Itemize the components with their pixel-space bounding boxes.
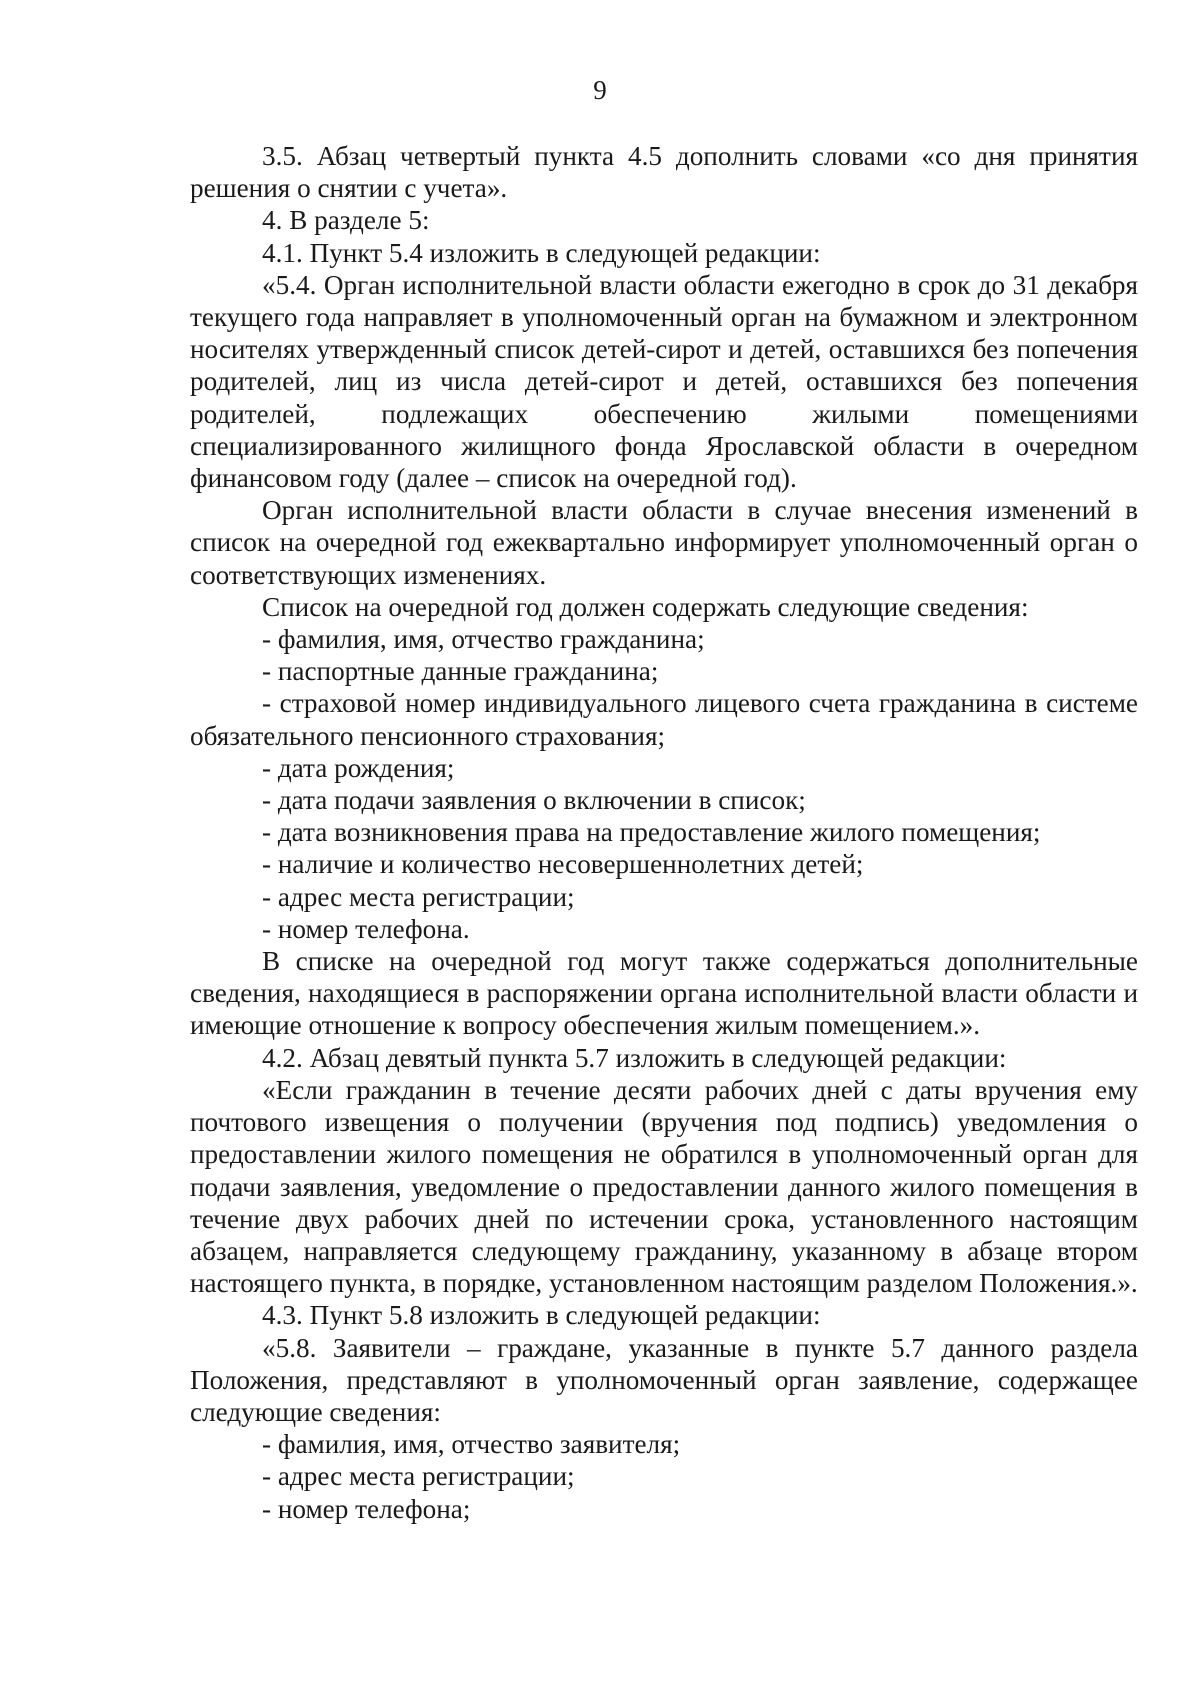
list-item-fio: - фамилия, имя, отчество гражданина; (262, 624, 705, 655)
paragraph-4-1: 4.1. Пункт 5.4 изложить в следующей редакции: (262, 237, 821, 268)
document-body (190, 140, 1138, 1525)
paragraph-3-5: 3.5. Абзац четвертый пункта 4.5 дополнить словами «со дня принятия решения о снятии с учета». (190, 141, 1138, 204)
paragraph-5-4: «5.4. Орган исполнительной власти области ежегодно в срок до 31 декабря текущего года направляет в уполномоченный орган на бумажном и электронном носителях утвержденный список детей-сирот и детей, оставшихся без попечения родителей, лиц из числа детей-сирот и детей, оставшихся без попечения родителей, подлежащих обеспечению жилыми помещениями специализированного жилищного фонда Ярославской области в очередном финансовом году (далее – список на очередной год). (190, 269, 1138, 494)
list-item-application-date: - дата подачи заявления о включении в список; (262, 785, 806, 816)
paragraph-list-contents: Список на очередной год должен содержать следующие сведения: (262, 591, 1029, 622)
list-item-right-date: - дата возникновения права на предоставление жилого помещения; (262, 817, 1041, 848)
paragraph-5-8: «5.8. Заявители – граждане, указанные в пункте 5.7 данного раздела Положения, представляют в уполномоченный орган заявление, содержащее следующие сведения: (190, 1332, 1138, 1427)
list-item-snils: - страховой номер индивидуального лицевого счета гражданина в системе обязательного пенсионного страхования; (190, 688, 1138, 751)
list-item-applicant-phone: - номер телефона; (262, 1493, 471, 1524)
list-item-birth-date: - дата рождения; (262, 752, 455, 783)
list-item-phone: - номер телефона. (262, 913, 470, 944)
paragraph-additional-info: В списке на очередной год могут также содержаться дополнительные сведения, находящиеся в распоряжении органа исполнительной власти области и имеющие отношение к вопросу обеспечения жилым помещением.». (190, 946, 1138, 1041)
page-number: 9 (593, 75, 607, 105)
paragraph-changes-info: Орган исполнительной власти области в случае внесения изменений в список на очередной год ежеквартально информирует уполномоченный орган о соответствующих изменениях. (190, 495, 1138, 590)
list-item-applicant-fio: - фамилия, имя, отчество заявителя; (262, 1429, 681, 1460)
list-item-children: - наличие и количество несовершеннолетних детей; (262, 849, 864, 880)
list-item-passport: - паспортные данные гражданина; (262, 656, 659, 687)
list-item-applicant-address: - адрес места регистрации; (262, 1461, 575, 1492)
paragraph-4-3: 4.3. Пункт 5.8 изложить в следующей редакции: (262, 1300, 821, 1331)
paragraph-4-2: 4.2. Абзац девятый пункта 5.7 изложить в следующей редакции: (262, 1042, 1007, 1073)
list-item-address: - адрес места регистрации; (262, 881, 575, 912)
paragraph-5-7-text: «Если гражданин в течение десяти рабочих дней с даты вручения ему почтового извещения о получении (вручения под подпись) уведомления о предоставлении жилого помещения не обратился в уполномоченный орган для подачи заявления, уведомление о предоставлении данного жилого помещения в течение двух рабочих дней по истечении срока, установленного настоящим абзацем, направляется следующему гражданину, указанному в абзаце втором настоящего пункта, в порядке, установленном настоящим разделом Положения.». (190, 1074, 1138, 1299)
paragraph-section-5-heading: 4. В разделе 5: (262, 205, 430, 236)
